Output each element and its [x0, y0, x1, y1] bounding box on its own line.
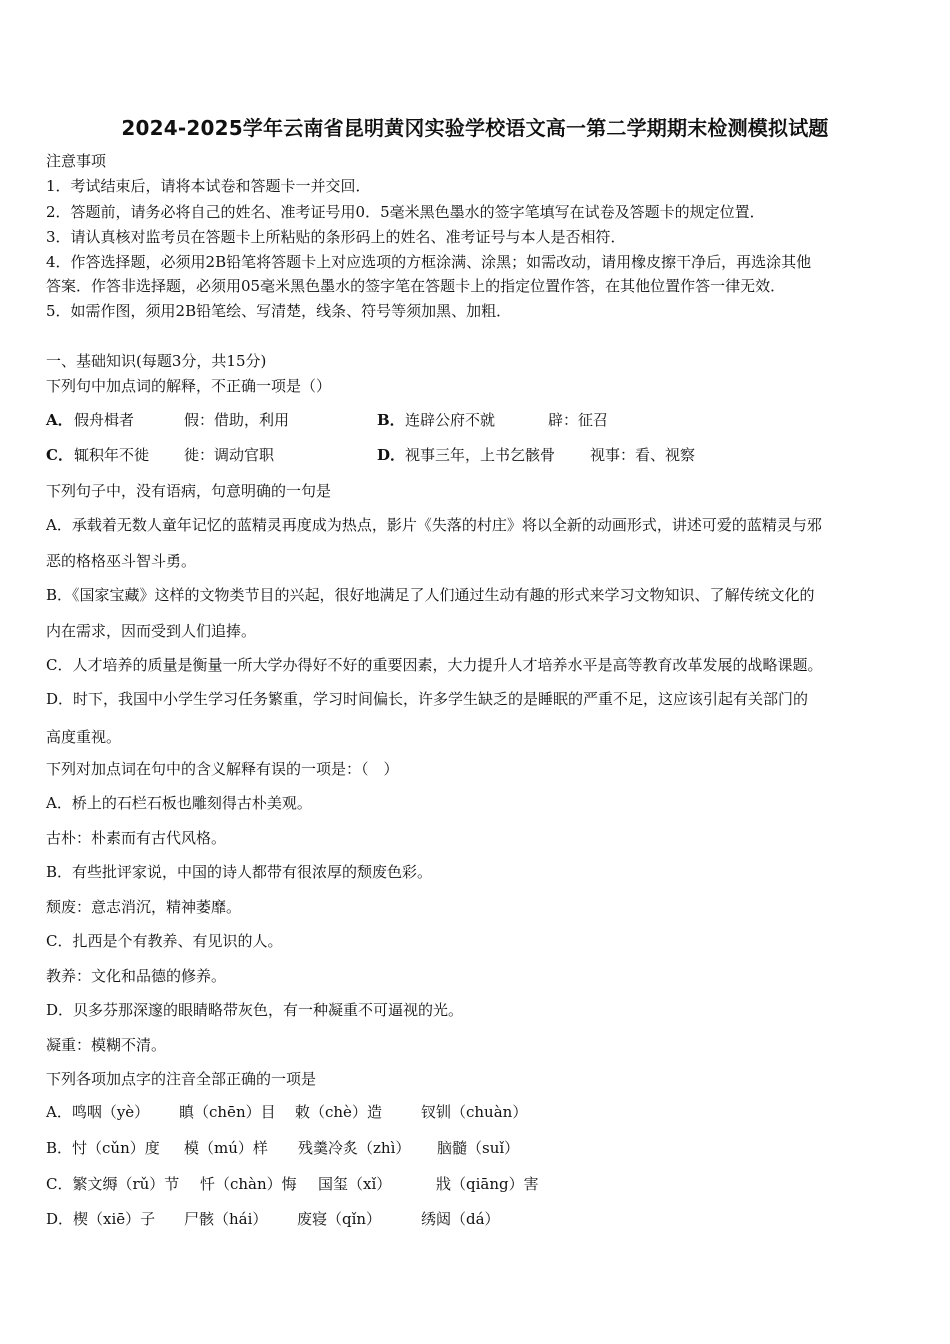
q1-option-a-label: A．	[46, 411, 73, 429]
notice-item: 4．作答选择题，必须用2B铅笔将答题卡上对应选项的方框涂满、涂黑；如需改动，请用橡皮擦干净后，再选涂其他	[46, 253, 812, 271]
q3-option-b-note: 颓废：意志消沉，精神萎靡。	[46, 898, 242, 916]
q1-option-d-note: 视事：看、视察	[590, 446, 696, 464]
q4-option-c: C．繁文缛（rǔ）节	[46, 1175, 180, 1193]
q1-option-b-note: 辟：征召	[548, 411, 609, 429]
q4-option-d: 废寝（qǐn）	[297, 1210, 382, 1228]
q3-option-a: A．桥上的石栏石板也雕刻得古朴美观。	[46, 794, 312, 812]
q2-option-a: A．承载着无数人童年记忆的蓝精灵再度成为热点，影片《失落的村庄》将以全新的动画形式，讲述可爱的蓝精灵与邪	[46, 516, 822, 534]
q2-option-d-cont: 高度重视。	[46, 728, 122, 746]
q4-option-a: 钗钏（chuàn）	[421, 1103, 528, 1121]
q4-option-b: 模（mú）样	[184, 1139, 268, 1157]
q4-option-c: 国玺（xǐ）	[318, 1175, 392, 1193]
notice-item: 2．答题前，请务必将自己的姓名、准考证号用0．5毫米黑色墨水的签字笔填写在试卷及答题卡的规定位置．	[46, 203, 765, 221]
q4-option-b: 残羹冷炙（zhì）	[298, 1139, 411, 1157]
q4-option-b: B．忖（cǔn）度	[46, 1139, 160, 1157]
q4-option-b: 脑髓（suǐ）	[437, 1139, 520, 1157]
q2-option-c: C．人才培养的质量是衡量一所大学办得好不好的重要因素，大力提升人才培养水平是高等教育改革发展的战略课题。	[46, 656, 823, 674]
notice-item: 5．如需作图，须用2B铅笔绘、写清楚，线条、符号等须加黑、加粗．	[46, 302, 512, 320]
q4-option-a: 敕（chè）造	[295, 1103, 382, 1121]
q2-option-a-cont: 恶的格格巫斗智斗勇。	[46, 552, 197, 570]
q4-option-c: 忏（chàn）悔	[200, 1175, 297, 1193]
notice-item: 1．考试结束后，请将本试卷和答题卡一并交回．	[46, 177, 371, 195]
q3-option-a-note: 古朴：朴素而有古代风格。	[46, 829, 227, 847]
q2-option-d: D．时下，我国中小学生学习任务繁重，学习时间偏长，许多学生缺乏的是睡眠的严重不足，这应该引起有关部门的	[46, 690, 809, 708]
notice-item: 答案．作答非选择题，必须用05毫米黑色墨水的签字笔在答题卡上的指定位置作答，在其他位置作答一律无效．	[46, 277, 786, 295]
q1-option-b-label: B．	[377, 411, 405, 429]
q3-option-c: C．扎西是个有教养、有见识的人。	[46, 932, 283, 950]
question-3-stem: 下列对加点词在句中的含义解释有误的一项是：（ ）	[46, 760, 399, 778]
q1-option-d-label: D．	[377, 446, 406, 464]
q4-option-d: 尸骸（hái）	[184, 1210, 268, 1228]
q1-option-d-text: 视事三年，上书乞骸骨	[405, 446, 556, 464]
q1-option-c-label: C．	[46, 446, 73, 464]
q3-option-d: D．贝多芬那深邃的眼睛略带灰色，有一种凝重不可逼视的光。	[46, 1001, 464, 1019]
q2-option-b-cont: 内在需求，因而受到人们追捧。	[46, 622, 257, 640]
q3-option-b: B．有些批评家说，中国的诗人都带有很浓厚的颓废色彩。	[46, 863, 433, 881]
q3-option-c-note: 教养：文化和品德的修养。	[46, 967, 227, 985]
question-4-stem: 下列各项加点字的注音全部正确的一项是	[46, 1070, 317, 1088]
q4-option-a: 瞋（chēn）目	[179, 1103, 276, 1121]
q4-option-a: A．鸣咽（yè）	[46, 1103, 150, 1121]
q4-option-c: 戕（qiāng）害	[436, 1175, 539, 1193]
q1-option-a-text: 假舟楫者	[74, 411, 135, 429]
question-2-stem: 下列句子中，没有语病，句意明确的一句是	[46, 482, 332, 500]
q2-option-b: B．《国家宝藏》这样的文物类节目的兴起，很好地满足了人们通过生动有趣的形式来学习文物知识、了解传统文化的	[46, 586, 815, 604]
q4-option-d: 绣闼（dá）	[421, 1210, 500, 1228]
notice-heading: 注意事项	[46, 152, 107, 170]
section-heading: 一、基础知识(每题3分，共15分)	[46, 352, 267, 370]
q1-option-b-text: 连辟公府不就	[405, 411, 496, 429]
question-1-stem: 下列句中加点词的解释，不正确一项是（）	[46, 377, 332, 395]
q1-option-c-text: 辄积年不徙	[74, 446, 150, 464]
q4-option-d: D．楔（xiē）子	[46, 1210, 156, 1228]
q1-option-a-note: 假：借助，利用	[184, 411, 290, 429]
q1-option-c-note: 徙：调动官职	[184, 446, 275, 464]
q3-option-d-note: 凝重：模糊不清。	[46, 1036, 167, 1054]
exam-title: 2024-2025学年云南省昆明黄冈实验学校语文高一第二学期期末检测模拟试题	[121, 116, 829, 140]
notice-item: 3．请认真核对监考员在答题卡上所粘贴的条形码上的姓名、准考证号与本人是否相符．	[46, 228, 626, 246]
